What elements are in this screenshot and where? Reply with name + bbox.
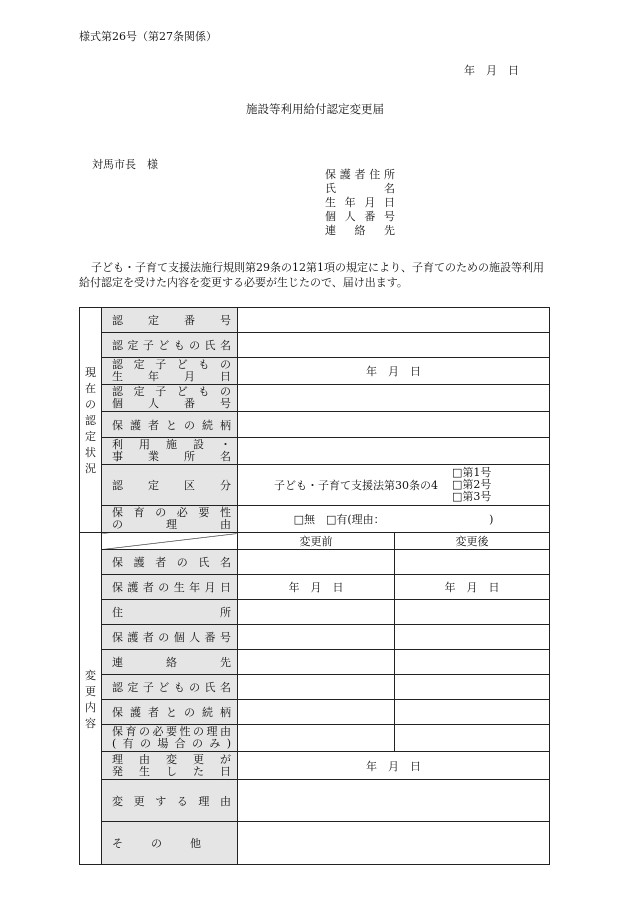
- column-header-after: 変更後: [395, 533, 550, 550]
- cert-category-field: [238, 465, 550, 506]
- form-number: 様式第26号（第27条関係）: [79, 30, 217, 43]
- row-label-guardian-name: 保 護 者 の 氏 名: [102, 550, 238, 575]
- contact-after[interactable]: [395, 650, 550, 675]
- submission-date[interactable]: 年 月 日: [464, 64, 519, 77]
- header-diagonal-cell: [102, 533, 238, 550]
- row-label-facility-name: 利 用 施 設 ・ 事 業 所 名: [102, 438, 238, 465]
- guardian-name-before[interactable]: [238, 550, 395, 575]
- column-header-before: 変更前: [238, 533, 395, 550]
- address-after[interactable]: [395, 600, 550, 625]
- guardian-address-label: 保 護 者 住 所: [325, 168, 395, 181]
- guardian-contact-label: 連 絡 先: [325, 224, 395, 237]
- guardian-id-before[interactable]: [238, 625, 395, 650]
- cert-category-law-text: 子ども・子育て支援法第30条の4: [274, 479, 438, 492]
- child-name-field[interactable]: [238, 333, 550, 358]
- guardian-birthdate-label: 生 年 月 日: [325, 196, 395, 209]
- guardian-name-label: 氏 名: [325, 182, 395, 195]
- address-before[interactable]: [238, 600, 395, 625]
- guardian-name-after[interactable]: [395, 550, 550, 575]
- row-label-contact: 連 絡 先: [102, 650, 238, 675]
- child-birthdate-field[interactable]: 年 月 日: [238, 358, 550, 385]
- contact-before[interactable]: [238, 650, 395, 675]
- row-label-cert-number: 認 定 番 号: [102, 308, 238, 333]
- child-name-before[interactable]: [238, 675, 395, 700]
- child-id-field[interactable]: [238, 385, 550, 412]
- row-label-relationship: 保 護 者 と の 続 柄: [102, 412, 238, 438]
- declaration-text: 子ども・子育て支援法施行規則第29条の12第1項の規定により、子育てのための施設等利用給付認定を受けた内容を変更する必要が生じたので、届け出ます。: [79, 261, 544, 289]
- cert-number-field[interactable]: [238, 308, 550, 333]
- child-name-after[interactable]: [395, 675, 550, 700]
- relationship-before[interactable]: [238, 700, 395, 725]
- facility-name-field[interactable]: [238, 438, 550, 465]
- category-1-checkbox[interactable]: □第1号: [452, 466, 492, 479]
- row-label-care-reason: 保 育 の 必 要 性 の 理 由: [102, 506, 238, 533]
- row-label-care-reason-change: 保 育 の 必 要 性 の 理 由 ( 有 の 場 合 の み ): [102, 725, 238, 752]
- change-section-label: 変 更 内 容: [80, 533, 102, 865]
- row-label-change-date: 理 由 変 更 が 発 生 し た 日: [102, 752, 238, 780]
- row-label-child-name-change: 認 定 子 ど も の 氏 名: [102, 675, 238, 700]
- guardian-info-block: [325, 168, 395, 238]
- change-date-field[interactable]: 年 月 日: [238, 752, 550, 780]
- category-2-checkbox[interactable]: □第2号: [452, 478, 492, 491]
- row-label-change-reason: 変 更 す る 理 由: [102, 780, 238, 822]
- care-necessity-field[interactable]: □無 □有(理由： ): [238, 506, 550, 533]
- row-label-child-name: 認 定 子 ど も の 氏 名: [102, 333, 238, 358]
- guardian-birthdate-after[interactable]: 年 月 日: [395, 575, 550, 600]
- row-label-guardian-birthdate: 保 護 者 の 生 年 月 日: [102, 575, 238, 600]
- row-label-other: そ の 他: [102, 822, 238, 865]
- guardian-id-after[interactable]: [395, 625, 550, 650]
- row-label-child-id: 認 定 子 ど も の 個 人 番 号: [102, 385, 238, 412]
- row-label-guardian-id: 保 護 者 の 個 人 番 号: [102, 625, 238, 650]
- current-section-label: 現 在 の 認 定 状 況: [80, 308, 102, 533]
- row-label-address: 住 所: [102, 600, 238, 625]
- other-field[interactable]: [238, 822, 550, 865]
- relationship-field[interactable]: [238, 412, 550, 438]
- row-label-relationship-change: 保 護 者 と の 続 柄: [102, 700, 238, 725]
- change-form-table: [79, 307, 550, 865]
- row-label-cert-category: 認 定 区 分: [102, 465, 238, 506]
- relationship-after[interactable]: [395, 700, 550, 725]
- addressee: 対馬市長 様: [92, 158, 158, 171]
- change-reason-field[interactable]: [238, 780, 550, 822]
- care-reason-before[interactable]: [238, 725, 395, 752]
- category-3-checkbox[interactable]: □第3号: [452, 490, 492, 503]
- care-reason-after[interactable]: [395, 725, 550, 752]
- form-title: 施設等利用給付認定変更届: [246, 102, 384, 116]
- guardian-id-label: 個 人 番 号: [325, 210, 395, 223]
- row-label-child-birthdate: 認 定 子 ど も の 生 年 月 日: [102, 358, 238, 385]
- guardian-birthdate-before[interactable]: 年 月 日: [238, 575, 395, 600]
